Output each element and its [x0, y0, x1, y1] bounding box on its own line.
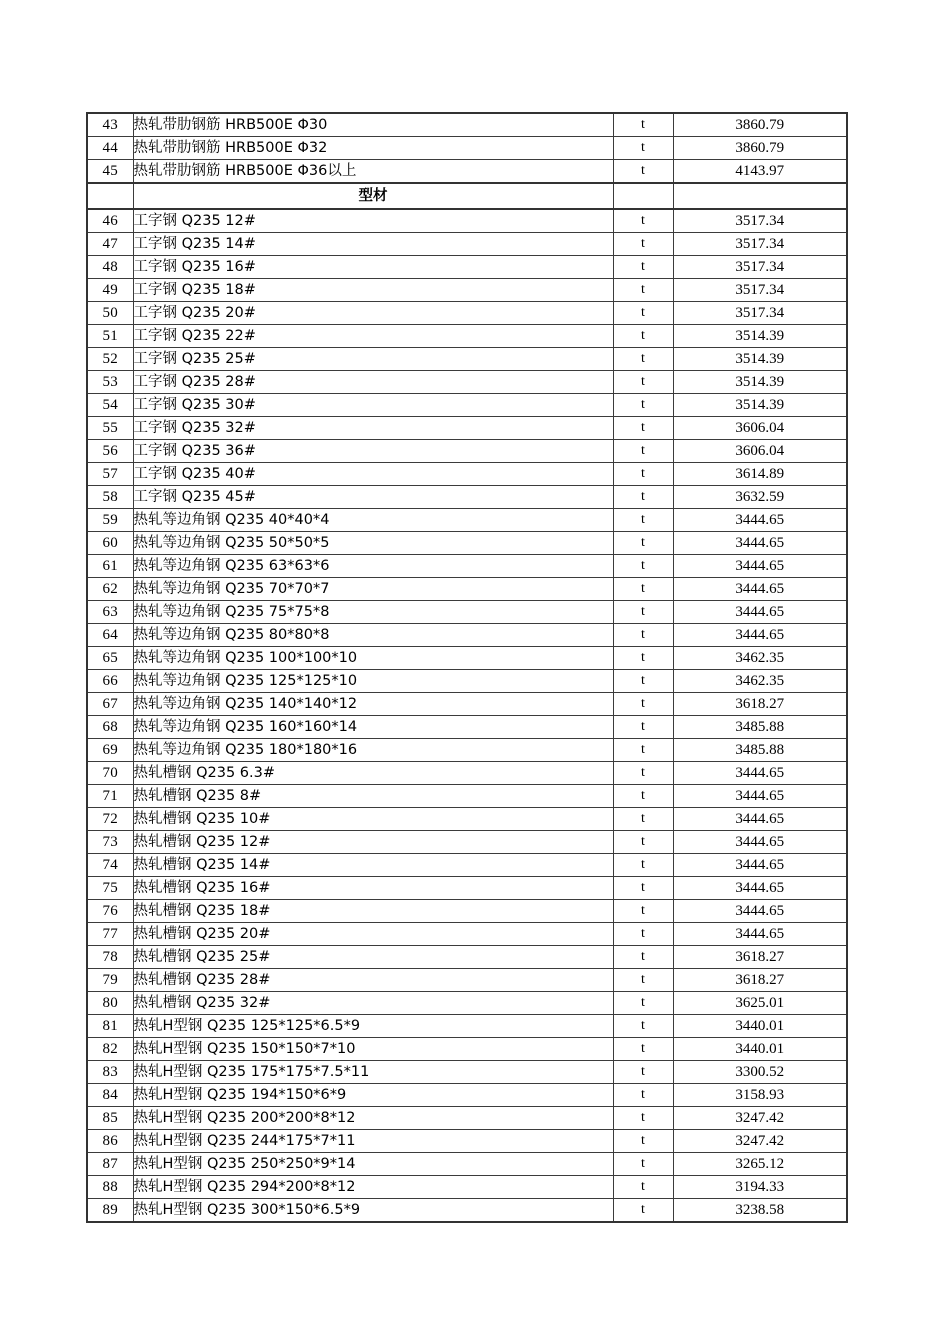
table-row — [87, 647, 847, 670]
cell-material-name: 热轧槽钢 Q235 6.3# — [133, 762, 613, 785]
cell-price: 3194.33 — [673, 1176, 847, 1199]
cell-row-number: 81 — [87, 1015, 133, 1038]
cell-row-number: 70 — [87, 762, 133, 785]
cell-row-number: 47 — [87, 233, 133, 256]
cell-price: 4143.97 — [673, 160, 847, 184]
cell-row-number: 79 — [87, 969, 133, 992]
cell-unit: t — [613, 256, 673, 279]
cell-price: 3444.65 — [673, 923, 847, 946]
cell-material-name: 热轧等边角钢 Q235 70*70*7 — [133, 578, 613, 601]
cell-unit: t — [613, 1176, 673, 1199]
cell-row-number: 50 — [87, 302, 133, 325]
cell-material-name: 热轧槽钢 Q235 16# — [133, 877, 613, 900]
cell-material-name: 工字钢 Q235 36# — [133, 440, 613, 463]
cell-price: 3517.34 — [673, 233, 847, 256]
cell-price: 3444.65 — [673, 785, 847, 808]
cell-price — [673, 183, 847, 209]
table-row — [87, 808, 847, 831]
cell-price: 3440.01 — [673, 1015, 847, 1038]
cell-material-name: 热轧槽钢 Q235 32# — [133, 992, 613, 1015]
cell-row-number: 61 — [87, 555, 133, 578]
cell-row-number: 66 — [87, 670, 133, 693]
cell-row-number: 44 — [87, 137, 133, 160]
cell-price: 3300.52 — [673, 1061, 847, 1084]
cell-price: 3462.35 — [673, 670, 847, 693]
cell-unit: t — [613, 555, 673, 578]
cell-unit: t — [613, 877, 673, 900]
table-row — [87, 670, 847, 693]
cell-price: 3517.34 — [673, 256, 847, 279]
table-row — [87, 417, 847, 440]
cell-unit: t — [613, 624, 673, 647]
table-row — [87, 1015, 847, 1038]
cell-unit: t — [613, 137, 673, 160]
cell-row-number: 51 — [87, 325, 133, 348]
cell-unit: t — [613, 946, 673, 969]
cell-unit: t — [613, 1130, 673, 1153]
cell-material-name: 热轧槽钢 Q235 25# — [133, 946, 613, 969]
cell-price: 3485.88 — [673, 739, 847, 762]
cell-unit: t — [613, 693, 673, 716]
cell-unit: t — [613, 532, 673, 555]
cell-row-number: 73 — [87, 831, 133, 854]
cell-price: 3485.88 — [673, 716, 847, 739]
cell-row-number: 74 — [87, 854, 133, 877]
cell-row-number: 48 — [87, 256, 133, 279]
cell-price: 3444.65 — [673, 808, 847, 831]
cell-unit: t — [613, 647, 673, 670]
cell-material-name: 热轧槽钢 Q235 10# — [133, 808, 613, 831]
cell-price: 3606.04 — [673, 417, 847, 440]
table-row — [87, 486, 847, 509]
table-row — [87, 509, 847, 532]
table-row — [87, 463, 847, 486]
cell-row-number: 84 — [87, 1084, 133, 1107]
table-row — [87, 601, 847, 624]
cell-material-name: 热轧H型钢 Q235 150*150*7*10 — [133, 1038, 613, 1061]
cell-material-name: 热轧H型钢 Q235 300*150*6.5*9 — [133, 1199, 613, 1223]
cell-price: 3618.27 — [673, 946, 847, 969]
cell-material-name: 热轧槽钢 Q235 12# — [133, 831, 613, 854]
cell-row-number: 67 — [87, 693, 133, 716]
table-row — [87, 1176, 847, 1199]
cell-unit: t — [613, 325, 673, 348]
cell-price: 3517.34 — [673, 302, 847, 325]
cell-unit: t — [613, 279, 673, 302]
table-row — [87, 137, 847, 160]
cell-material-name: 热轧等边角钢 Q235 140*140*12 — [133, 693, 613, 716]
cell-unit: t — [613, 1153, 673, 1176]
cell-material-name: 热轧槽钢 Q235 28# — [133, 969, 613, 992]
table-row — [87, 831, 847, 854]
cell-unit: t — [613, 1015, 673, 1038]
cell-price: 3517.34 — [673, 279, 847, 302]
cell-row-number: 43 — [87, 113, 133, 137]
cell-price: 3444.65 — [673, 578, 847, 601]
cell-row-number: 75 — [87, 877, 133, 900]
table-row — [87, 532, 847, 555]
cell-row-number: 80 — [87, 992, 133, 1015]
cell-material-name: 工字钢 Q235 12# — [133, 209, 613, 233]
cell-price: 3514.39 — [673, 348, 847, 371]
table-row — [87, 394, 847, 417]
cell-price: 3444.65 — [673, 900, 847, 923]
cell-material-name: 热轧带肋钢筋 HRB500E Φ30 — [133, 113, 613, 137]
cell-price: 3444.65 — [673, 509, 847, 532]
table-row — [87, 1061, 847, 1084]
cell-row-number: 76 — [87, 900, 133, 923]
cell-unit: t — [613, 785, 673, 808]
cell-material-name: 热轧等边角钢 Q235 180*180*16 — [133, 739, 613, 762]
cell-row-number: 64 — [87, 624, 133, 647]
cell-row-number: 49 — [87, 279, 133, 302]
cell-price: 3444.65 — [673, 624, 847, 647]
table-row — [87, 1199, 847, 1223]
cell-unit: t — [613, 670, 673, 693]
cell-price: 3444.65 — [673, 877, 847, 900]
cell-price: 3618.27 — [673, 969, 847, 992]
table-row — [87, 877, 847, 900]
cell-material-name: 工字钢 Q235 40# — [133, 463, 613, 486]
table-row — [87, 739, 847, 762]
cell-material-name: 工字钢 Q235 14# — [133, 233, 613, 256]
cell-material-name: 热轧H型钢 Q235 200*200*8*12 — [133, 1107, 613, 1130]
cell-unit: t — [613, 440, 673, 463]
cell-unit: t — [613, 509, 673, 532]
cell-material-name: 热轧H型钢 Q235 175*175*7.5*11 — [133, 1061, 613, 1084]
cell-row-number: 85 — [87, 1107, 133, 1130]
cell-row-number: 59 — [87, 509, 133, 532]
cell-unit: t — [613, 371, 673, 394]
cell-unit: t — [613, 463, 673, 486]
cell-unit: t — [613, 923, 673, 946]
cell-row-number: 60 — [87, 532, 133, 555]
table-row — [87, 578, 847, 601]
cell-row-number: 82 — [87, 1038, 133, 1061]
cell-row-number: 83 — [87, 1061, 133, 1084]
table-row — [87, 900, 847, 923]
table-row — [87, 693, 847, 716]
cell-unit: t — [613, 578, 673, 601]
table-row — [87, 716, 847, 739]
cell-row-number: 72 — [87, 808, 133, 831]
cell-unit: t — [613, 739, 673, 762]
cell-material-name: 热轧带肋钢筋 HRB500E Φ36以上 — [133, 160, 613, 184]
cell-material-name: 热轧等边角钢 Q235 50*50*5 — [133, 532, 613, 555]
cell-material-name: 工字钢 Q235 28# — [133, 371, 613, 394]
cell-unit — [613, 183, 673, 209]
cell-row-number: 56 — [87, 440, 133, 463]
cell-unit: t — [613, 486, 673, 509]
table-row — [87, 1107, 847, 1130]
cell-material-name: 热轧H型钢 Q235 294*200*8*12 — [133, 1176, 613, 1199]
cell-row-number: 52 — [87, 348, 133, 371]
cell-unit: t — [613, 992, 673, 1015]
cell-row-number — [87, 183, 133, 209]
cell-material-name: 工字钢 Q235 30# — [133, 394, 613, 417]
cell-price: 3247.42 — [673, 1107, 847, 1130]
table-row — [87, 209, 847, 233]
cell-row-number: 46 — [87, 209, 133, 233]
cell-price: 3444.65 — [673, 532, 847, 555]
table-row — [87, 325, 847, 348]
cell-price: 3238.58 — [673, 1199, 847, 1223]
cell-row-number: 63 — [87, 601, 133, 624]
cell-price: 3606.04 — [673, 440, 847, 463]
price-table-container — [86, 112, 846, 1223]
cell-material-name: 热轧槽钢 Q235 18# — [133, 900, 613, 923]
cell-price: 3444.65 — [673, 555, 847, 578]
cell-unit: t — [613, 900, 673, 923]
cell-row-number: 87 — [87, 1153, 133, 1176]
cell-material-name: 热轧等边角钢 Q235 40*40*4 — [133, 509, 613, 532]
cell-material-name: 热轧H型钢 Q235 125*125*6.5*9 — [133, 1015, 613, 1038]
cell-material-name: 工字钢 Q235 22# — [133, 325, 613, 348]
cell-price: 3625.01 — [673, 992, 847, 1015]
cell-unit: t — [613, 233, 673, 256]
cell-row-number: 55 — [87, 417, 133, 440]
cell-row-number: 77 — [87, 923, 133, 946]
cell-material-name: 热轧带肋钢筋 HRB500E Φ32 — [133, 137, 613, 160]
table-row — [87, 302, 847, 325]
table-section-row — [87, 183, 847, 209]
table-row — [87, 854, 847, 877]
cell-row-number: 69 — [87, 739, 133, 762]
cell-material-name: 工字钢 Q235 25# — [133, 348, 613, 371]
cell-material-name: 工字钢 Q235 45# — [133, 486, 613, 509]
table-row — [87, 946, 847, 969]
table-row — [87, 348, 847, 371]
table-row — [87, 113, 847, 137]
table-row — [87, 371, 847, 394]
cell-material-name: 热轧等边角钢 Q235 125*125*10 — [133, 670, 613, 693]
cell-price: 3860.79 — [673, 113, 847, 137]
cell-unit: t — [613, 1084, 673, 1107]
table-row — [87, 969, 847, 992]
cell-material-name: 热轧槽钢 Q235 20# — [133, 923, 613, 946]
cell-price: 3614.89 — [673, 463, 847, 486]
cell-price: 3514.39 — [673, 371, 847, 394]
cell-price: 3462.35 — [673, 647, 847, 670]
table-row — [87, 1153, 847, 1176]
table-row — [87, 992, 847, 1015]
cell-unit: t — [613, 831, 673, 854]
cell-unit: t — [613, 394, 673, 417]
cell-material-name: 热轧等边角钢 Q235 160*160*14 — [133, 716, 613, 739]
table-row — [87, 1130, 847, 1153]
cell-row-number: 53 — [87, 371, 133, 394]
cell-unit: t — [613, 209, 673, 233]
cell-material-name: 工字钢 Q235 20# — [133, 302, 613, 325]
cell-row-number: 88 — [87, 1176, 133, 1199]
table-row — [87, 233, 847, 256]
cell-row-number: 71 — [87, 785, 133, 808]
table-row — [87, 762, 847, 785]
table-row — [87, 440, 847, 463]
cell-price: 3440.01 — [673, 1038, 847, 1061]
table-row — [87, 1084, 847, 1107]
cell-material-name: 热轧等边角钢 Q235 75*75*8 — [133, 601, 613, 624]
cell-unit: t — [613, 808, 673, 831]
cell-price: 3514.39 — [673, 325, 847, 348]
cell-unit: t — [613, 1038, 673, 1061]
cell-unit: t — [613, 302, 673, 325]
table-row — [87, 256, 847, 279]
cell-material-name: 热轧H型钢 Q235 250*250*9*14 — [133, 1153, 613, 1176]
table-row — [87, 785, 847, 808]
table-row — [87, 160, 847, 184]
cell-row-number: 54 — [87, 394, 133, 417]
table-row — [87, 1038, 847, 1061]
cell-price: 3444.65 — [673, 854, 847, 877]
cell-row-number: 45 — [87, 160, 133, 184]
cell-material-name: 工字钢 Q235 16# — [133, 256, 613, 279]
cell-price: 3514.39 — [673, 394, 847, 417]
cell-unit: t — [613, 113, 673, 137]
cell-unit: t — [613, 1199, 673, 1223]
cell-price: 3517.34 — [673, 209, 847, 233]
cell-row-number: 68 — [87, 716, 133, 739]
cell-material-name: 热轧等边角钢 Q235 100*100*10 — [133, 647, 613, 670]
cell-material-name: 热轧H型钢 Q235 244*175*7*11 — [133, 1130, 613, 1153]
cell-price: 3618.27 — [673, 693, 847, 716]
cell-material-name: 热轧等边角钢 Q235 80*80*8 — [133, 624, 613, 647]
cell-unit: t — [613, 601, 673, 624]
table-row — [87, 923, 847, 946]
cell-price: 3158.93 — [673, 1084, 847, 1107]
table-row — [87, 555, 847, 578]
cell-row-number: 58 — [87, 486, 133, 509]
cell-price: 3444.65 — [673, 831, 847, 854]
cell-material-name: 热轧槽钢 Q235 14# — [133, 854, 613, 877]
cell-unit: t — [613, 716, 673, 739]
cell-row-number: 78 — [87, 946, 133, 969]
section-title: 型材 — [133, 183, 613, 209]
cell-price: 3444.65 — [673, 601, 847, 624]
cell-price: 3632.59 — [673, 486, 847, 509]
cell-row-number: 62 — [87, 578, 133, 601]
table-row — [87, 279, 847, 302]
cell-row-number: 57 — [87, 463, 133, 486]
cell-unit: t — [613, 969, 673, 992]
cell-unit: t — [613, 417, 673, 440]
cell-price: 3247.42 — [673, 1130, 847, 1153]
cell-row-number: 89 — [87, 1199, 133, 1223]
cell-material-name: 热轧等边角钢 Q235 63*63*6 — [133, 555, 613, 578]
cell-unit: t — [613, 1061, 673, 1084]
cell-price: 3444.65 — [673, 762, 847, 785]
cell-material-name: 工字钢 Q235 32# — [133, 417, 613, 440]
cell-unit: t — [613, 854, 673, 877]
cell-material-name: 工字钢 Q235 18# — [133, 279, 613, 302]
cell-row-number: 65 — [87, 647, 133, 670]
cell-unit: t — [613, 1107, 673, 1130]
cell-unit: t — [613, 348, 673, 371]
cell-price: 3860.79 — [673, 137, 847, 160]
material-price-table — [86, 112, 848, 1223]
cell-unit: t — [613, 160, 673, 184]
cell-unit: t — [613, 762, 673, 785]
table-row — [87, 624, 847, 647]
cell-row-number: 86 — [87, 1130, 133, 1153]
cell-material-name: 热轧H型钢 Q235 194*150*6*9 — [133, 1084, 613, 1107]
cell-material-name: 热轧槽钢 Q235 8# — [133, 785, 613, 808]
table-body — [87, 113, 847, 1222]
cell-price: 3265.12 — [673, 1153, 847, 1176]
